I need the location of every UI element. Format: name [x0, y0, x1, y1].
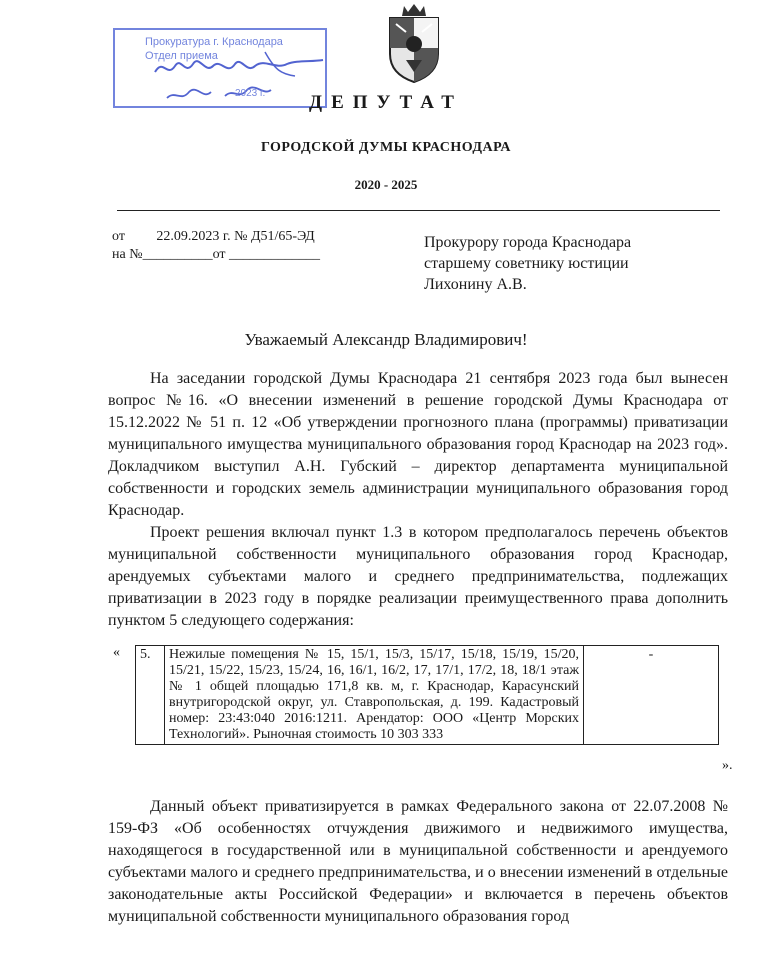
row-number: 5.: [136, 646, 165, 745]
paragraph-2: Проект решения включал пункт 1.3 в котором предполагалось перечень объектов муниципальной собственности муниципального образования город Краснодар, арендуемых субъектами малого и среднего предпринимательства, подлежащих приватизации в 2023 году в порядке реализации преимущественного права дополнить пунктом 5 следующего содержания:: [108, 524, 728, 629]
quote-close: ».: [722, 758, 733, 773]
greeting: Уважаемый Александр Владимирович!: [244, 330, 528, 349]
stamp-line-2: Отдел приема: [145, 50, 218, 62]
outgoing-reference: от 22.09.2023 г. № Д51/65-ЭД: [112, 229, 315, 244]
addressee-line-1: Прокурору города Краснодара: [424, 234, 632, 251]
paragraph-3: Данный объект приватизируется в рамках Федерального закона от 22.07.2008 № 159-ФЗ «Об особенностях отчуждения движимого и недвижимого имущества, находящегося в государственной или в муниципальной собственности и арендуемого субъектами малого и среднего предпринимательства, и о внесении изменений в отдельные законодательные акты Российской Федерации» и включается в перечень объектов муниципальной собственности муниципального образования город: [108, 798, 728, 925]
addressee-line-3: Лихонину А.В.: [424, 276, 527, 293]
stamp-date: 2023 г.: [235, 88, 266, 99]
stamp-line-1: Прокуратура г. Краснодара: [145, 36, 283, 48]
coat-of-arms-icon: [384, 2, 444, 84]
addressee-line-2: старшему советнику юстиции: [424, 255, 629, 272]
amendment-table: [135, 645, 719, 745]
paragraph-1: На заседании городской Думы Краснодара 21 сентября 2023 года был вынесен вопрос №16. «О внесении изменений в решение городской Думы Краснодара от 15.12.2022 № 51 п. 12 «Об утверждении прогнозного плана (программы) приватизации муниципального имущества муниципального образования город Краснодар на 2023 год». Докладчиком выступил А.Н. Губский – директор департамента муниципальной собственности и городских земель администрации муниципального образования город Краснодар.: [108, 370, 728, 519]
addressee-block: [424, 232, 631, 295]
incoming-reference: на №__________от _____________: [112, 247, 320, 262]
letterhead-title: ДЕПУТАТ: [309, 92, 463, 113]
row-extra: -: [584, 646, 719, 745]
letterhead-years: 2020 - 2025: [354, 177, 418, 192]
row-description: Нежилые помещения № 15, 15/1, 15/3, 15/17, 15/18, 15/19, 15/20, 15/21, 15/22, 15/23, 15/24, 16, 16/1, 16/2, 17, 17/1, 17/2, 18, 18/1 этаж № 1 общей площадью 171,8 кв. м, г. Краснодар, Карасунский внутригородской округ, ул. Ставропольская, д. 199. Кадастровый номер: 23:43:040 2016:1211. Арендатор: ООО «Центр Морских Технологий». Рыночная стоимость 10 303 333: [165, 646, 584, 745]
header-divider: [117, 210, 720, 211]
letterhead-subtitle: ГОРОДСКОЙ ДУМЫ КРАСНОДАРА: [260, 140, 512, 155]
quote-open: «: [113, 645, 120, 660]
table-row: [136, 646, 719, 745]
